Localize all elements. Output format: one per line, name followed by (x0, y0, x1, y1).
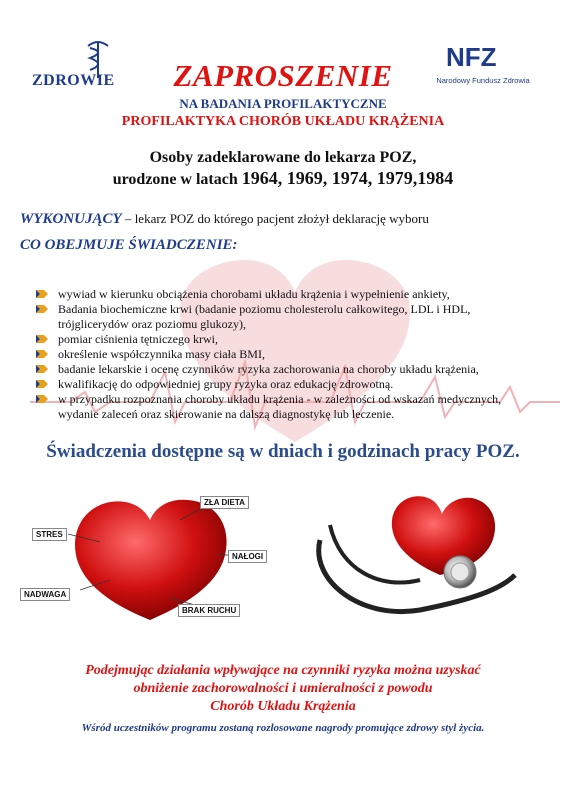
service-list-item-text: Badania biochemiczne krwi (badanie poziomu cholesterolu całkowitego, LDL i HDL, (58, 302, 471, 316)
service-list-item (36, 317, 556, 332)
service-list-item-text: w przypadku rozpoznania choroby układu krążenia - w zależności od wskazań medycznych, (58, 392, 502, 406)
page-title: ZAPROSZENIE (173, 58, 393, 93)
birth-years: 1964, 1969, 1974, 1979,1984 (241, 168, 454, 188)
closing-line3: Chorób Układu Krążenia (210, 699, 356, 714)
arrow-bullet-icon (36, 349, 48, 359)
service-list-item-text: trójglicerydów oraz poziomu glukozy), (58, 317, 246, 331)
covers-heading: CO OBEJMUJE ŚWIADCZENIE: (20, 237, 238, 253)
audience-text (0, 147, 566, 190)
availability-note: Świadczenia dostępne są w dniach i godzinach pracy POZ. (46, 441, 520, 462)
service-list-item (36, 302, 556, 317)
service-list-item (36, 362, 556, 377)
audience-line1: Osoby zadeklarowane do lekarza POZ, (149, 149, 417, 166)
service-list-item-text: kwalifikację do odpowiedniej grupy ryzyka oraz edukację zdrowotną. (58, 377, 394, 391)
arrow-bullet-icon (36, 334, 48, 344)
service-list-item (36, 392, 556, 407)
closing-message (0, 662, 566, 716)
risk-label-overweight: NADWAGA (20, 588, 70, 601)
service-list-item (36, 287, 556, 302)
zdrowie-logo-text: ZDROWIE (32, 72, 115, 89)
nfz-subtitle: Narodowy Fundusz Zdrowia (436, 76, 530, 85)
service-list-item-text: pomiar ciśnienia tętniczego krwi, (58, 332, 218, 346)
arrow-bullet-icon (36, 304, 48, 314)
closing-line1: Podejmując działania wpływające na czynniki ryzyka można uzyskać (85, 663, 481, 678)
risk-label-no-movement: BRAK RUCHU (178, 604, 240, 617)
arrow-bullet-icon (36, 289, 48, 299)
arrow-bullet-icon (36, 379, 48, 389)
prize-note: Wśród uczestników programu zostaną rozlosowane nagrody promujące zdrowy styl życia. (81, 722, 485, 734)
service-list (36, 287, 556, 422)
audience-line2-prefix: urodzone w latach (112, 171, 242, 188)
risk-label-habits: NAŁOGI (228, 550, 267, 563)
service-list-item (36, 377, 556, 392)
service-list-item (36, 332, 556, 347)
program-name: PROFILAKTYKA CHORÓB UKŁADU KRĄŻENIA (121, 114, 445, 129)
page-subtitle: NA BADANIA PROFILAKTYCZNE (179, 96, 387, 111)
arrow-bullet-icon (36, 364, 48, 374)
performer-text: – lekarz POZ do którego pacjent złożył deklarację wyboru (121, 211, 429, 226)
risk-label-diet: ZŁA DIETA (200, 496, 249, 509)
arrow-bullet-icon (36, 394, 48, 404)
nfz-logo-text: NFZ (446, 42, 497, 72)
closing-line2: obniżenie zachorowalności i umieralności z powodu (133, 681, 433, 696)
heart-risk-factors-image (20, 480, 270, 630)
service-list-item-text: badanie lekarskie i ocenę czynników ryzyka zachorowania na choroby układu krążenia, (58, 362, 479, 376)
service-list-item-text: określenie współczynnika masy ciała BMI, (58, 347, 265, 361)
risk-label-stress: STRES (32, 528, 67, 541)
service-list-item-text: wydanie zaleceń oraz skierowanie na dalszą diagnostykę lub leczenie. (58, 407, 395, 421)
performer-label: WYKONUJĄCY (20, 211, 122, 227)
audience-line2 (0, 168, 566, 190)
stethoscope-icon (300, 480, 550, 630)
heart-stethoscope-image (300, 480, 550, 630)
service-list-item (36, 407, 556, 422)
service-list-item-text: wywiad w kierunku obciążenia chorobami układu krążenia i wypełnienie ankiety, (58, 287, 450, 301)
performer-line (20, 211, 429, 228)
service-list-item (36, 347, 556, 362)
